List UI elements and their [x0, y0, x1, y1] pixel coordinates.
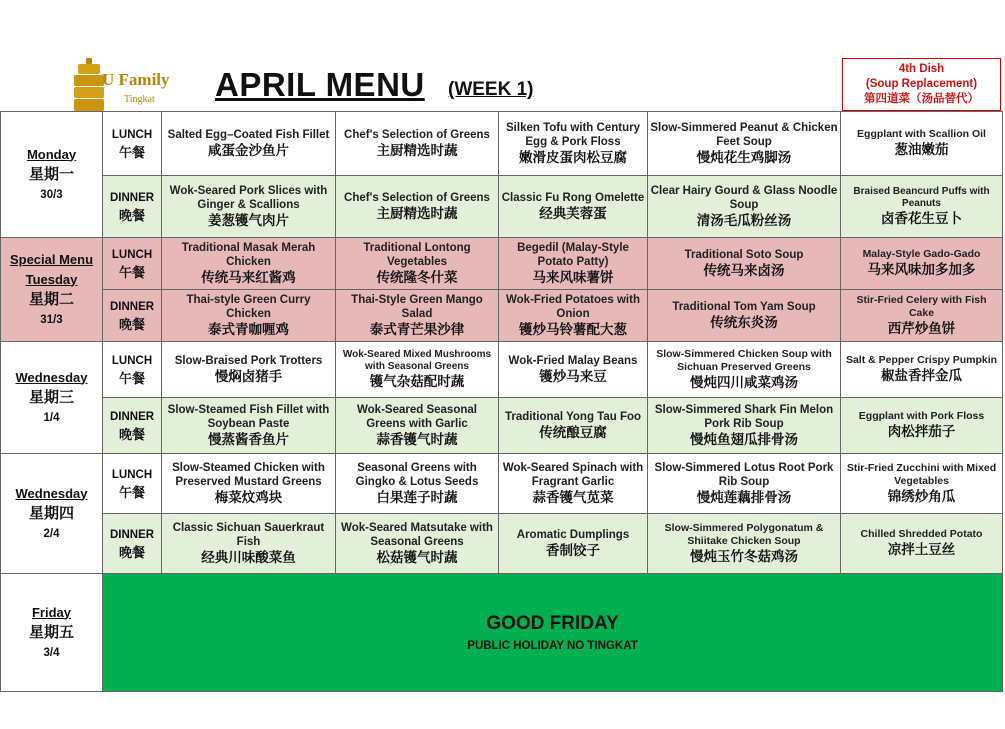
meal-label-dinner: DINNER 晚餐: [103, 176, 162, 238]
meal-label-dinner: DINNER 晚餐: [103, 514, 162, 574]
dish-cell: Wok-Seared Matsutake with Seasonal Greens 松菇镬气时蔬: [336, 514, 499, 574]
day-name-zh: 星期五: [28, 623, 74, 641]
dish-cell: Wok-Seared Mixed Mushrooms with Seasonal Greens 镬气杂菇配时蔬: [336, 342, 499, 398]
meal-label-lunch: LUNCH 午餐: [103, 454, 162, 514]
dish-cell: Eggplant with Scallion Oil 葱油嫩茄: [841, 112, 1003, 176]
dish-cell: Slow-Steamed Fish Fillet with Soybean Paste 慢蒸酱香鱼片: [162, 398, 336, 454]
day-name: Tuesday: [25, 271, 78, 287]
dish-cell: Slow-Simmered Lotus Root Pork Rib Soup 慢炖莲藕排骨汤: [648, 454, 841, 514]
dish-cell: Thai-Style Green Mango Salad 泰式青芒果沙律: [336, 290, 499, 342]
fourth-dish-note-zh: 第四道菜（汤品替代）: [864, 93, 979, 105]
day-date: 30/3: [40, 188, 63, 201]
dish-cell: Eggplant with Pork Floss 肉松拌茄子: [841, 398, 1003, 454]
dish-cell: Classic Fu Rong Omelette 经典芙蓉蛋: [499, 176, 648, 238]
day-date: 2/4: [43, 527, 60, 540]
thursday-lunch-row: [1, 454, 1003, 514]
dish-cell: Thai-style Green Curry Chicken 泰式青咖喱鸡: [162, 290, 336, 342]
special-menu-label: Special Menu: [9, 251, 94, 267]
day-name: Monday: [26, 146, 77, 162]
dish-cell: Slow-Simmered Chicken Soup with Sichuan Preserved Greens 慢炖四川咸菜鸡汤: [648, 342, 841, 398]
dish-cell: Salted Egg–Coated Fish Fillet 咸蛋金沙鱼片: [162, 112, 336, 176]
meal-label-lunch: LUNCH 午餐: [103, 342, 162, 398]
dish-cell: Slow-Braised Pork Trotters 慢焖卤猪手: [162, 342, 336, 398]
day-date: 3/4: [43, 646, 60, 659]
dish-cell: Stir-Fried Celery with Fish Cake 西芹炒鱼饼: [841, 290, 1003, 342]
day-name: Friday: [31, 604, 71, 620]
dish-cell: Chef's Selection of Greens 主厨精选时蔬: [336, 112, 499, 176]
meal-label-lunch: LUNCH 午餐: [103, 112, 162, 176]
dish-cell: Slow-Simmered Polygonatum & Shiitake Chicken Soup 慢炖玉竹冬菇鸡汤: [648, 514, 841, 574]
meal-label-dinner: DINNER 晚餐: [103, 290, 162, 342]
dish-cell: Traditional Yong Tau Foo 传统酿豆腐: [499, 398, 648, 454]
day-cell-tuesday: [1, 238, 103, 342]
day-name-zh: 星期二: [28, 290, 74, 308]
menu-table: [0, 111, 1003, 692]
day-name: Wednesday: [15, 369, 88, 385]
dish-cell: Traditional Soto Soup 传统马来卤汤: [648, 238, 841, 290]
day-name-zh: 星期四: [28, 504, 74, 522]
day-cell-thursday: [1, 454, 103, 574]
dish-cell: Stir-Fried Zucchini with Mixed Vegetables 锦绣炒角瓜: [841, 454, 1003, 514]
dish-cell: Clear Hairy Gourd & Glass Noodle Soup 清汤毛瓜粉丝汤: [648, 176, 841, 238]
fourth-dish-note: (Soup Replacement): [865, 78, 978, 90]
tuesday-lunch-row: [1, 238, 1003, 290]
logo-subtext: Tingkat: [124, 94, 155, 105]
dish-cell: Chef's Selection of Greens 主厨精选时蔬: [336, 176, 499, 238]
dish-cell: Braised Beancurd Puffs with Peanuts 卤香花生豆卜: [841, 176, 1003, 238]
dish-cell: Begedil (Malay-Style Potato Patty) 马来风味薯饼: [499, 238, 648, 290]
dish-cell: Seasonal Greens with Gingko & Lotus Seeds 白果莲子时蔬: [336, 454, 499, 514]
fourth-dish-box: [842, 58, 1001, 111]
meal-label-lunch: LUNCH 午餐: [103, 238, 162, 290]
page-subtitle: (WEEK 1): [448, 79, 534, 100]
day-cell-friday: [1, 574, 103, 692]
holiday-banner: [103, 574, 1003, 692]
day-date: 1/4: [43, 411, 60, 424]
fourth-dish-title: 4th Dish: [898, 63, 945, 75]
dish-cell: Aromatic Dumplings 香制饺子: [499, 514, 648, 574]
dish-cell: Slow-Simmered Peanut & Chicken Feet Soup 慢炖花生鸡脚汤: [648, 112, 841, 176]
dish-cell: Classic Sichuan Sauerkraut Fish 经典川味酸菜鱼: [162, 514, 336, 574]
wednesday-dinner-row: [1, 398, 1003, 454]
dish-cell: Slow-Simmered Shark Fin Melon Pork Rib Soup 慢炖鱼翅瓜排骨汤: [648, 398, 841, 454]
dish-cell: Wok-Fried Potatoes with Onion 镬炒马铃薯配大葱: [499, 290, 648, 342]
dish-cell: Traditional Tom Yam Soup 传统东炎汤: [648, 290, 841, 342]
dish-cell: Slow-Steamed Chicken with Preserved Mustard Greens 梅菜炆鸡块: [162, 454, 336, 514]
dish-cell: Silken Tofu with Century Egg & Pork Floss 嫩滑皮蛋肉松豆腐: [499, 112, 648, 176]
dish-cell: Traditional Masak Merah Chicken 传统马来红酱鸡: [162, 238, 336, 290]
day-cell-wednesday: [1, 342, 103, 454]
dish-cell: Wok-Seared Pork Slices with Ginger & Scallions 姜葱镬气肉片: [162, 176, 336, 238]
dish-cell: Traditional Lontong Vegetables 传统隆冬什菜: [336, 238, 499, 290]
friday-row: [1, 574, 1003, 692]
dish-cell: Wok-Seared Seasonal Greens with Garlic 蒜香镬气时蔬: [336, 398, 499, 454]
day-name: Wednesday: [15, 485, 88, 501]
tuesday-dinner-row: [1, 290, 1003, 342]
page-title: APRIL MENU: [215, 66, 425, 103]
monday-dinner-row: [1, 176, 1003, 238]
dish-cell: Salt & Pepper Crispy Pumpkin 椒盐香拌金瓜: [841, 342, 1003, 398]
monday-lunch-row: [1, 112, 1003, 176]
meal-label-dinner: DINNER 晚餐: [103, 398, 162, 454]
day-cell-monday: [1, 112, 103, 238]
thursday-dinner-row: [1, 514, 1003, 574]
dish-cell: Chilled Shredded Potato 凉拌土豆丝: [841, 514, 1003, 574]
logo-text: U Family: [102, 70, 170, 89]
wednesday-lunch-row: [1, 342, 1003, 398]
holiday-note: PUBLIC HOLIDAY NO TINGKAT: [467, 639, 638, 652]
dish-cell: Malay-Style Gado-Gado 马来风味加多加多: [841, 238, 1003, 290]
dish-cell: Wok-Seared Spinach with Fragrant Garlic 蒜香镬气苋菜: [499, 454, 648, 514]
day-name-zh: 星期三: [28, 388, 74, 406]
dish-cell: Wok-Fried Malay Beans 镬炒马来豆: [499, 342, 648, 398]
day-date: 31/3: [40, 313, 63, 326]
holiday-title: GOOD FRIDAY: [486, 612, 619, 634]
day-name-zh: 星期一: [28, 165, 74, 183]
